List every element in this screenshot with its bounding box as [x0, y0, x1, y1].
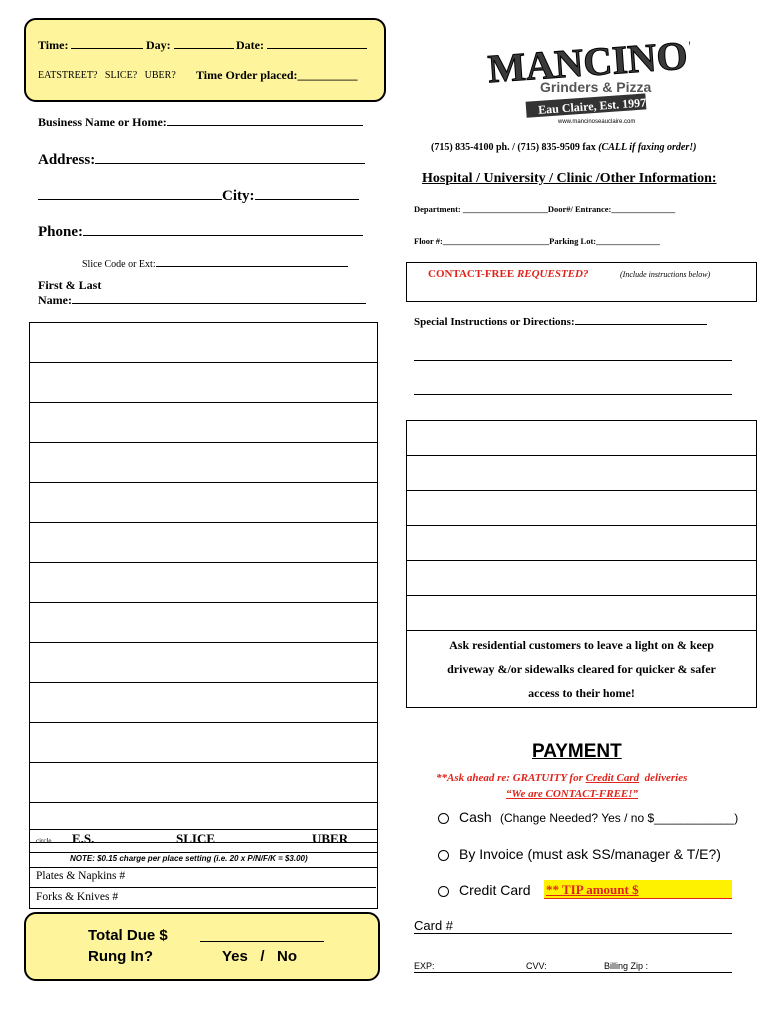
logo-brand: MANCINO's — [486, 30, 690, 92]
grid-row[interactable] — [407, 596, 756, 631]
platform-slice[interactable]: SLICE — [176, 831, 216, 846]
order-items-grid — [29, 322, 378, 843]
rung-in-label: Rung In? — [88, 948, 153, 965]
credit-card-radio[interactable] — [438, 886, 449, 897]
grid-row[interactable] — [407, 526, 756, 561]
business-label: Business Name or Home: — [38, 115, 167, 129]
tip-underline — [544, 898, 732, 899]
department-field[interactable]: Department: ____________________Door#/ Entrance:_______________ — [414, 204, 676, 214]
contact-free-text: CONTACT-FREE — [428, 268, 517, 280]
city-label: City: — [222, 188, 255, 204]
order-row[interactable] — [30, 643, 377, 683]
order-row[interactable] — [30, 723, 377, 763]
grid-row[interactable] — [407, 491, 756, 526]
tip-field[interactable] — [546, 882, 639, 898]
order-row[interactable] — [30, 363, 377, 403]
logo-banner: Eau Claire, Est. 1997 — [537, 95, 647, 117]
exp-cvv-zip-input[interactable] — [414, 972, 732, 973]
floor-parking-field[interactable]: Floor #:_________________________Parking Lot:_______________ — [414, 236, 660, 246]
order-row[interactable] — [30, 403, 377, 443]
special-grid — [406, 420, 757, 708]
order-row[interactable] — [30, 683, 377, 723]
instructions-line-1[interactable] — [414, 360, 732, 361]
cash-label: Cash — [459, 809, 492, 825]
exp-label: EXP: — [414, 961, 435, 971]
rung-in-yes-no[interactable]: Yes / No — [222, 948, 298, 965]
order-row[interactable] — [30, 763, 377, 803]
grid-row[interactable] — [407, 456, 756, 491]
cash-radio[interactable] — [438, 813, 449, 824]
slice-code-field[interactable] — [82, 259, 348, 270]
fax-note: (CALL if faxing order!) — [598, 142, 697, 153]
order-row[interactable] — [30, 443, 377, 483]
forks-knives-field[interactable]: Forks & Knives # — [36, 891, 119, 903]
invoice-label: By Invoice (must ask SS/manager & T/E?) — [459, 846, 721, 862]
phone-field[interactable] — [38, 224, 363, 241]
phone-fax-numbers: (715) 835-4100 ph. / (715) 835-9509 fax — [431, 142, 599, 153]
time-order-placed[interactable]: Time Order placed:__________ — [196, 68, 358, 82]
card-number-input[interactable] — [414, 933, 732, 934]
circle-label: circle — [36, 837, 52, 845]
day-field[interactable] — [146, 38, 234, 53]
payment-title: PAYMENT — [532, 741, 622, 762]
business-field[interactable] — [38, 115, 363, 130]
residential-note-1: Ask residential customers to leave a light on & keep — [449, 638, 714, 652]
setting-charge-note: NOTE: $0.15 charge per place setting (i.e. 20 x P/N/F/K = $3.00) — [70, 854, 308, 863]
invoice-option[interactable] — [438, 846, 721, 862]
logo-tagline: Grinders & Pizza — [540, 79, 652, 95]
cash-option[interactable] — [438, 809, 492, 825]
order-row[interactable] — [30, 483, 377, 523]
tip-label: ** TIP amount $ — [546, 882, 639, 897]
special-instructions-field[interactable] — [414, 316, 707, 328]
logo-website: www.mancinoseauclaire.com — [558, 119, 636, 125]
order-info-box — [24, 18, 386, 102]
total-due-label: Total Due $ — [88, 927, 168, 944]
cvv-label: CVV: — [526, 961, 547, 971]
card-number-label: Card # — [414, 918, 454, 933]
contact-free-slogan: “We are CONTACT-FREE!” — [506, 788, 639, 800]
time-label: Time: — [38, 38, 69, 52]
order-row[interactable] — [30, 523, 377, 563]
name-label: Name: — [38, 293, 72, 307]
credit-card-option[interactable] — [438, 882, 531, 898]
first-last-label: First & Last — [38, 278, 102, 292]
grid-row[interactable] — [407, 561, 756, 596]
name-field[interactable] — [38, 293, 366, 308]
billing-zip-label: Billing Zip : — [604, 961, 649, 971]
order-row[interactable] — [30, 323, 377, 363]
utensils-divider — [29, 887, 376, 888]
platform-uber[interactable]: UBER — [312, 831, 349, 846]
contact-free-label — [428, 268, 588, 280]
mancinos-logo — [480, 26, 690, 126]
time-field[interactable] — [38, 38, 143, 53]
gratuity-credit-card: Credit Card — [585, 772, 640, 784]
residential-note-3: access to their home! — [528, 686, 635, 700]
invoice-radio[interactable] — [438, 850, 449, 861]
address-label: Address: — [38, 152, 96, 168]
instructions-line-2[interactable] — [414, 394, 732, 395]
total-due-input[interactable] — [200, 941, 324, 942]
slice-code-label: Slice Code or Ext: — [82, 259, 156, 270]
grid-row[interactable] — [407, 421, 756, 456]
order-types: EATSTREET? SLICE? UBER? — [38, 70, 176, 81]
contact-free-note: (Include instructions below) — [620, 270, 711, 279]
order-row[interactable] — [30, 563, 377, 603]
gratuity-note — [436, 772, 687, 784]
date-field[interactable] — [236, 38, 367, 53]
plates-napkins-field[interactable]: Plates & Napkins # — [36, 870, 126, 882]
city-field[interactable] — [38, 188, 359, 205]
address-field[interactable] — [38, 152, 365, 169]
date-label: Date: — [236, 38, 264, 52]
gratuity-suffix: deliveries — [639, 772, 688, 784]
contact-free-requested: REQUESTED? — [516, 268, 589, 280]
grid-row — [407, 631, 756, 707]
residential-note-2: driveway &/or sidewalks cleared for quicker & safer — [447, 662, 716, 676]
total-box — [24, 912, 380, 981]
phone-fax-line — [431, 142, 696, 153]
cash-change-note[interactable]: (Change Needed? Yes / no $____________) — [500, 811, 739, 825]
special-instructions-label: Special Instructions or Directions: — [414, 316, 575, 328]
order-row[interactable] — [30, 603, 377, 643]
hospital-title: Hospital / University / Clinic /Other Information: — [422, 171, 717, 186]
gratuity-prefix: **Ask ahead re: GRATUITY for — [436, 772, 586, 784]
platform-es[interactable]: E.S. — [72, 831, 95, 846]
phone-label: Phone: — [38, 224, 83, 240]
credit-card-label: Credit Card — [459, 882, 531, 898]
day-label: Day: — [146, 38, 171, 52]
